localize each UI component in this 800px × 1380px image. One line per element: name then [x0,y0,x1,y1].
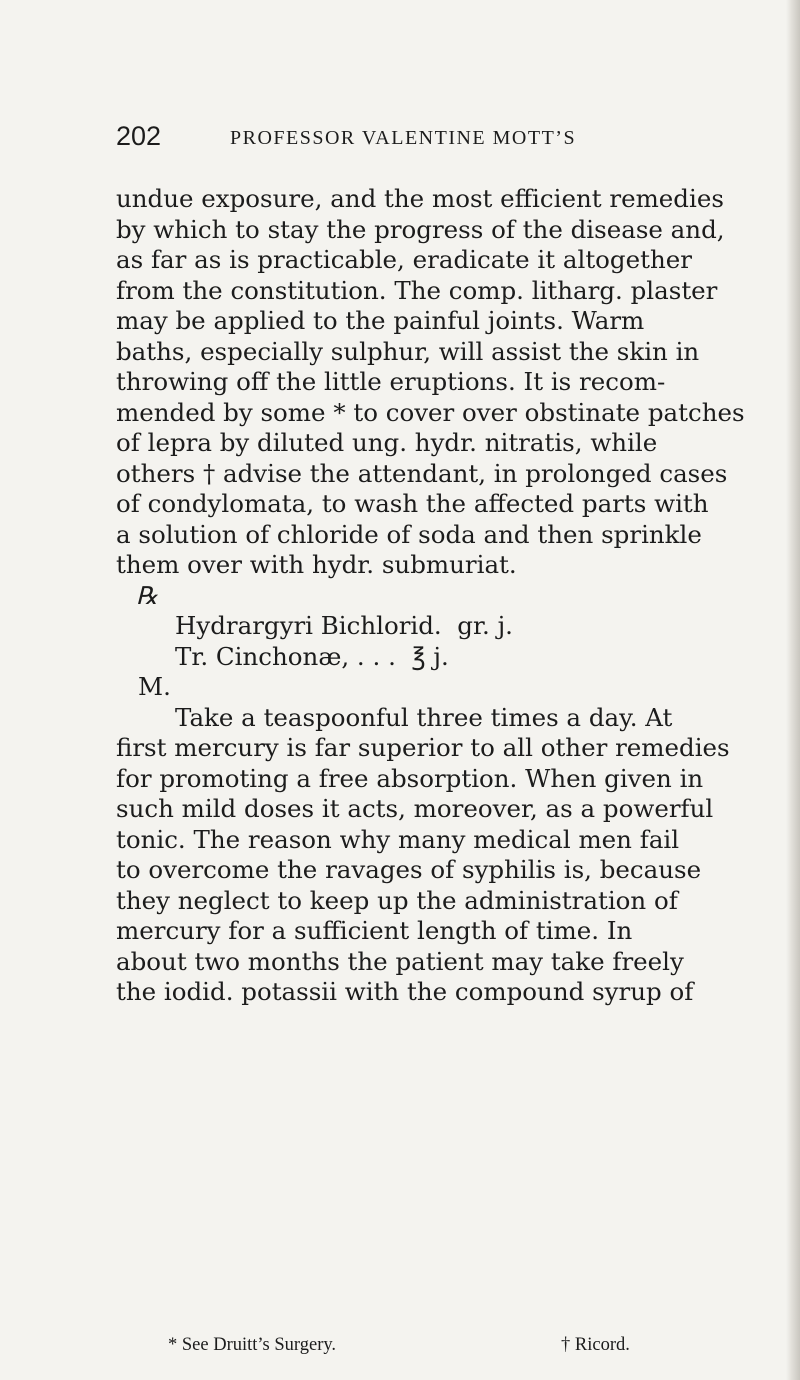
text-line: Take a teaspoonful three times a day. At [175,702,673,732]
text-line: a solution of chloride of soda and then sprinkle [116,519,702,549]
text-line: to overcome the ravages of syphilis is, because [116,855,702,884]
text-line: of lepra by diluted ung. hydr. nitratis, while [116,428,658,457]
body-text [116,184,745,1008]
page-number: 202 [116,121,162,151]
footnote-ricord: † Ricord. [561,1335,630,1355]
footnotes [168,1334,728,1362]
text-line: they neglect to keep up the administration of [116,885,678,915]
text-line: mended by some * to cover over obstinate patches [116,397,745,427]
prescription-item: Hydrargyri Bichlorid. gr. j. [175,611,513,640]
text-line: them over with hydr. submuriat. [116,550,517,579]
text-line: tonic. The reason why many medical men fail [116,824,680,854]
text-line: throwing off the little eruptions. It is recom- [116,367,666,396]
text-line: undue exposure, and the most efficient remedies [116,184,724,213]
text-line: the iodid. potassii with the compound syrup of [116,977,694,1006]
text-line: such mild doses it acts, moreover, as a powerful [116,794,714,823]
page-header [116,120,716,160]
footnote-druitt: * See Druitt’s Surgery. [168,1335,337,1355]
running-head: PROFESSOR VALENTINE MOTT’S [230,127,577,149]
text-line: about two months the patient may take freely [116,946,684,976]
prescription-item: Tr. Cinchonæ, . . . ℥ j. [175,641,449,671]
prescription-misce: M. [138,672,171,701]
text-line: from the constitution. The comp. litharg. plaster [116,275,718,305]
text-line: by which to stay the progress of the disease and, [116,214,725,244]
prescription-rx-symbol: ℞ [136,580,158,610]
page-edge-shadow [786,0,800,1380]
text-line: may be applied to the painful joints. Warm [116,306,645,335]
text-line: baths, especially sulphur, will assist the skin in [116,336,700,366]
text-line: others † advise the attendant, in prolonged cases [116,458,728,488]
text-line: as far as is practicable, eradicate it altogether [116,245,692,274]
text-line: mercury for a sufficient length of time. In [116,916,633,945]
text-line: first mercury is far superior to all other remedies [116,733,730,762]
text-line: of condylomata, to wash the affected parts with [116,489,709,518]
text-line: for promoting a free absorption. When given in [116,763,704,793]
